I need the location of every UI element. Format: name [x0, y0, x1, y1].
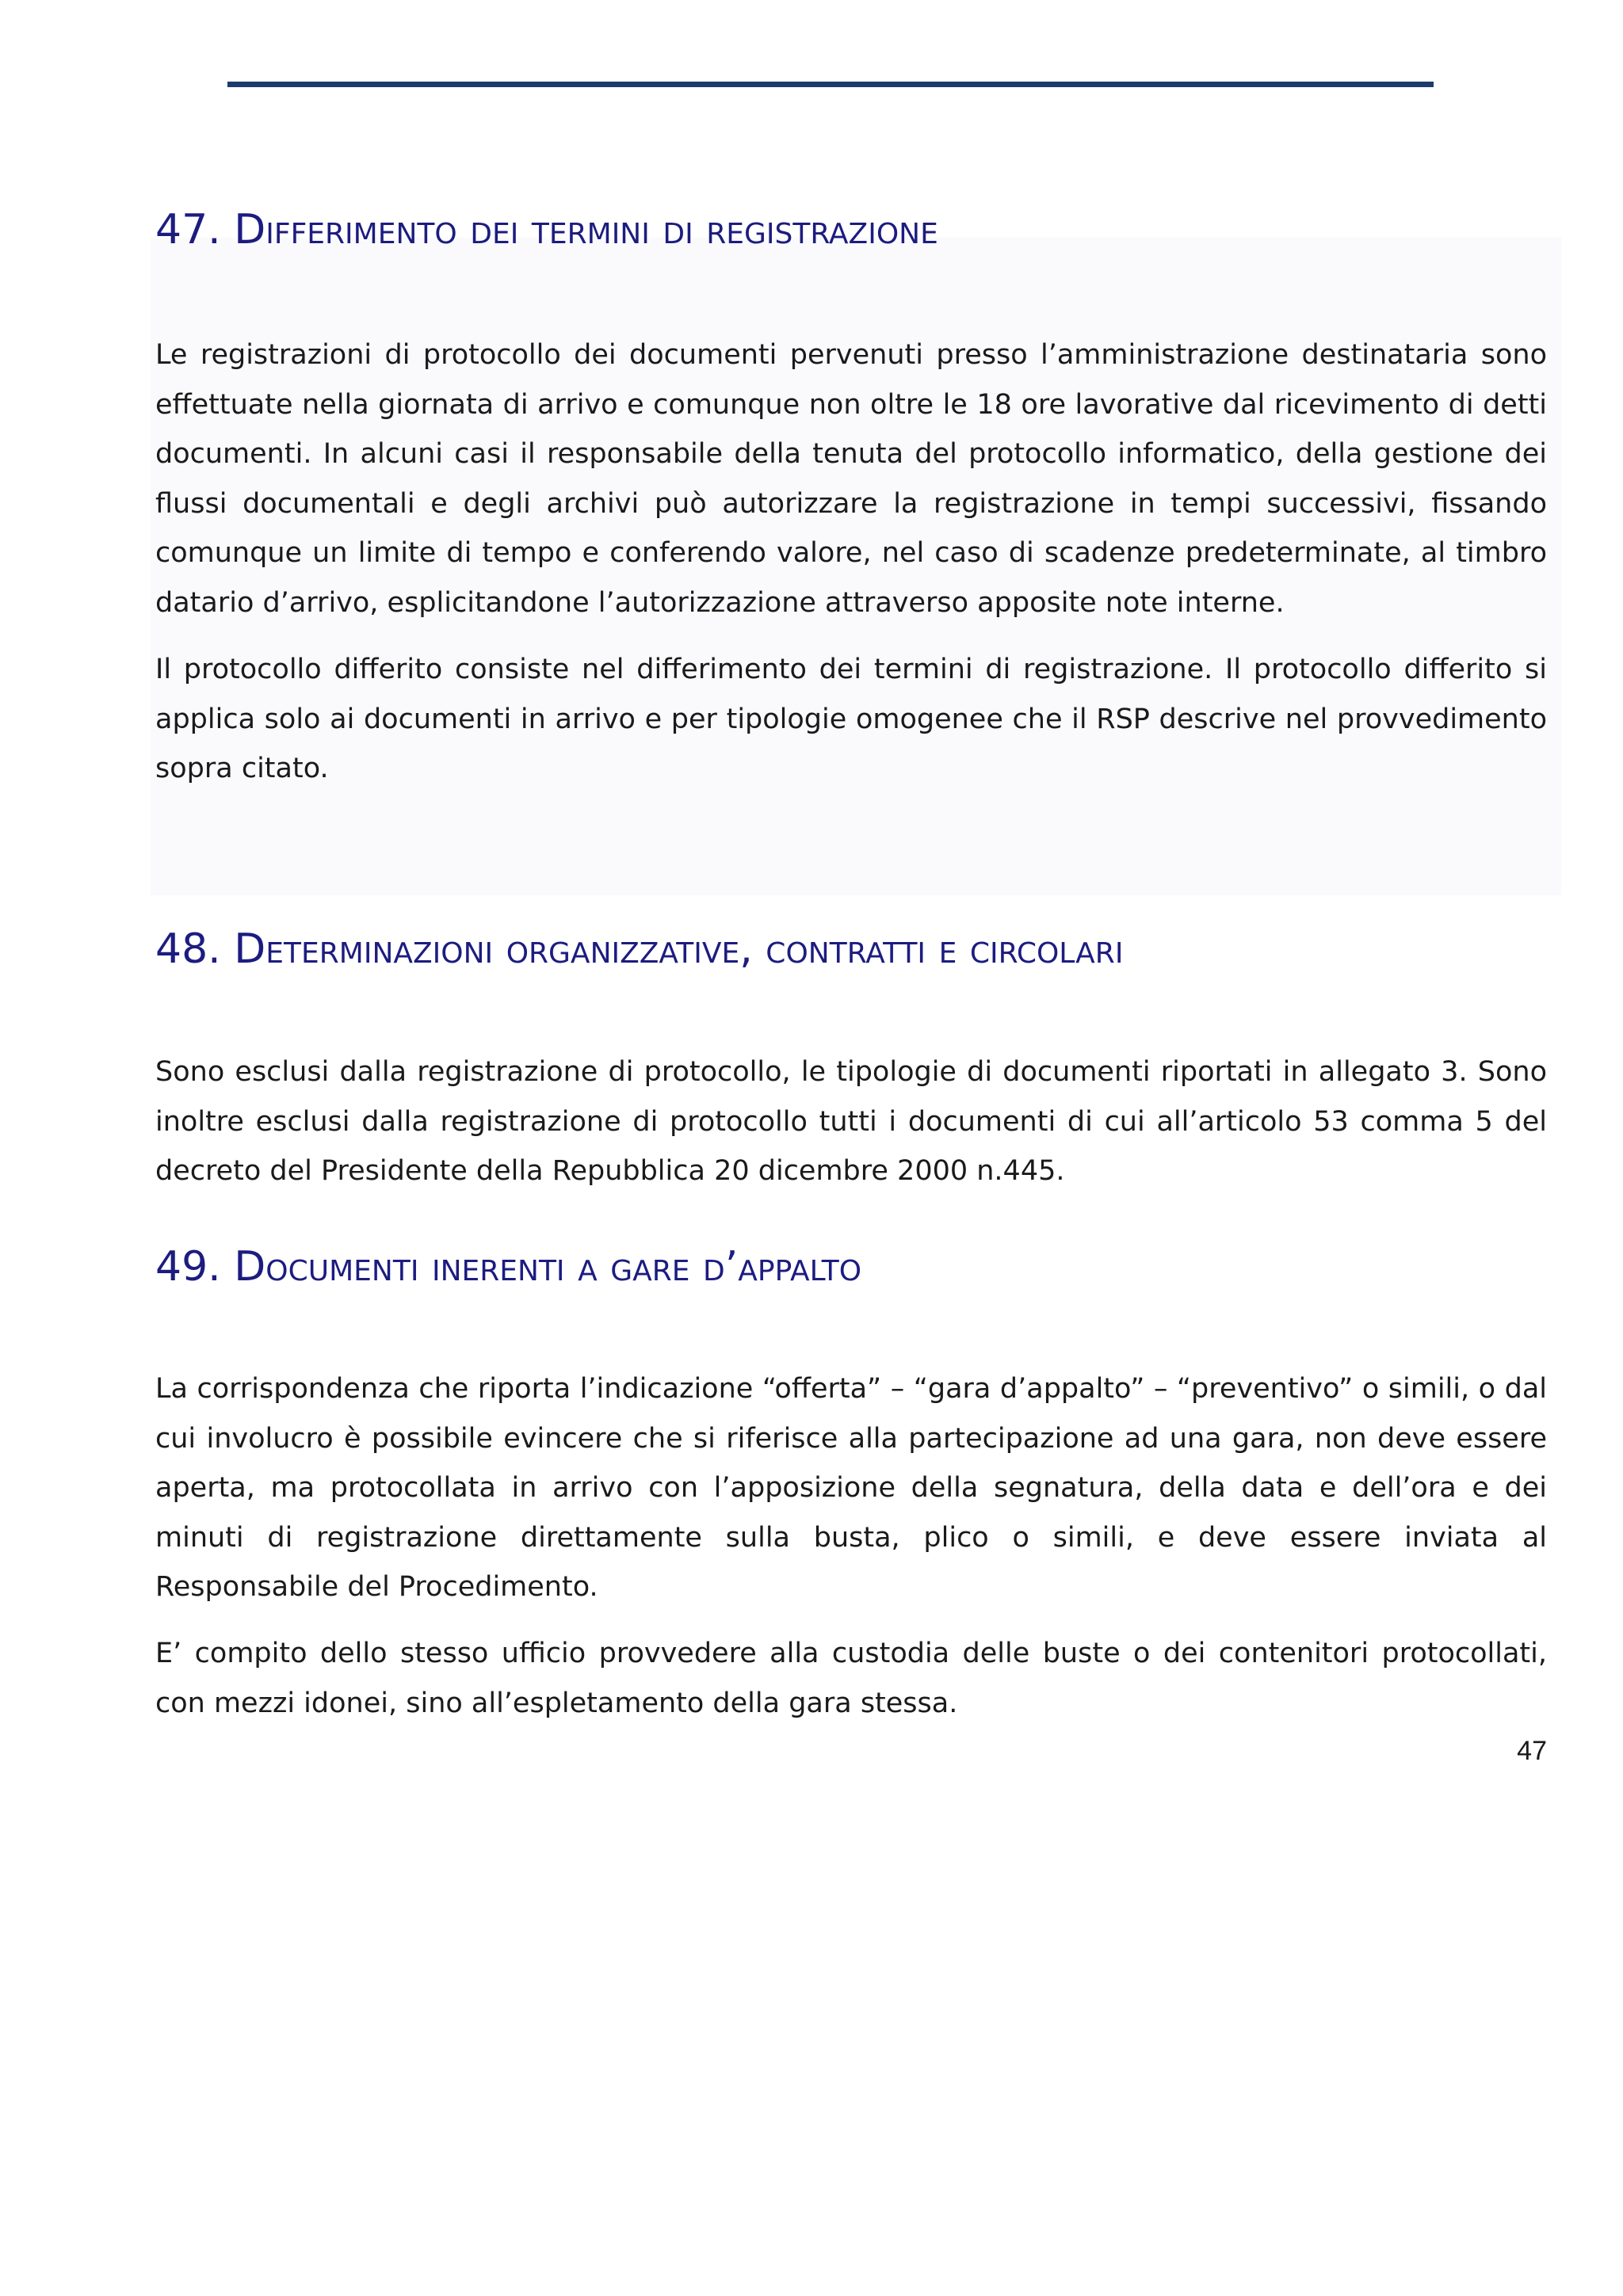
paragraph-49-2: E’ compito dello stesso ufficio provvedere alla custodia delle buste o dei contenitori protocollati, con mezzi idonei, sino all’espletamento della gara stessa. [155, 1638, 1547, 1719]
section-heading-48: 48. Determinazioni organizzative, contratti e circolari [155, 925, 1124, 973]
paragraph-49-1: La corrispondenza che riporta l’indicazione “offerta” – “gara d’appalto” – “preventivo” o simili, o dal cui involucro è possibile evincere che si riferisce alla partecipazione ad una gara, non deve essere aperta, ma protocollata in arrivo con l’apposizione della segnatura, della data e dell’ora e dei minuti di registrazione direttamente sulla busta, plico o simili, e deve essere inviata al Responsabile del Procedimento. [155, 1373, 1547, 1603]
paragraph-47-1: Le registrazioni di protocollo dei documenti pervenuti presso l’amministrazione destinataria sono effettuate nella giornata di arrivo e comunque non oltre le 18 ore lavorative dal ricevimento di detti documenti. In alcuni casi il responsabile della tenuta del protocollo informatico, della gestione dei flussi documentali e degli archivi può autorizzare la registrazione in tempi successivi, fissando comunque un limite di tempo e conferendo valore, nel caso di scadenze predeterminate, al timbro datario d’arrivo, esplicitandone l’autorizzazione attraverso apposite note interne. [155, 339, 1547, 619]
page-number: 47 [1517, 1736, 1547, 1766]
section-heading-47: 47. Differimento dei termini di registrazione [155, 206, 938, 254]
paragraph-48-1: Sono esclusi dalla registrazione di protocollo, le tipologie di documenti riportati in allegato 3. Sono inoltre esclusi dalla registrazione di protocollo tutti i documenti di cui all’articolo 53 comma 5 del decreto del Presidente della Repubblica 20 dicembre 2000 n.445. [155, 1056, 1547, 1187]
header-rule [227, 82, 1434, 87]
section-heading-49: 49. Documenti inerenti a gare d’appalto [155, 1243, 862, 1291]
paragraph-47-2: Il protocollo differito consiste nel differimento dei termini di registrazione. Il protocollo differito si applica solo ai documenti in arrivo e per tipologie omogenee che il RSP descrive nel provvedimento sopra citato. [155, 654, 1547, 784]
